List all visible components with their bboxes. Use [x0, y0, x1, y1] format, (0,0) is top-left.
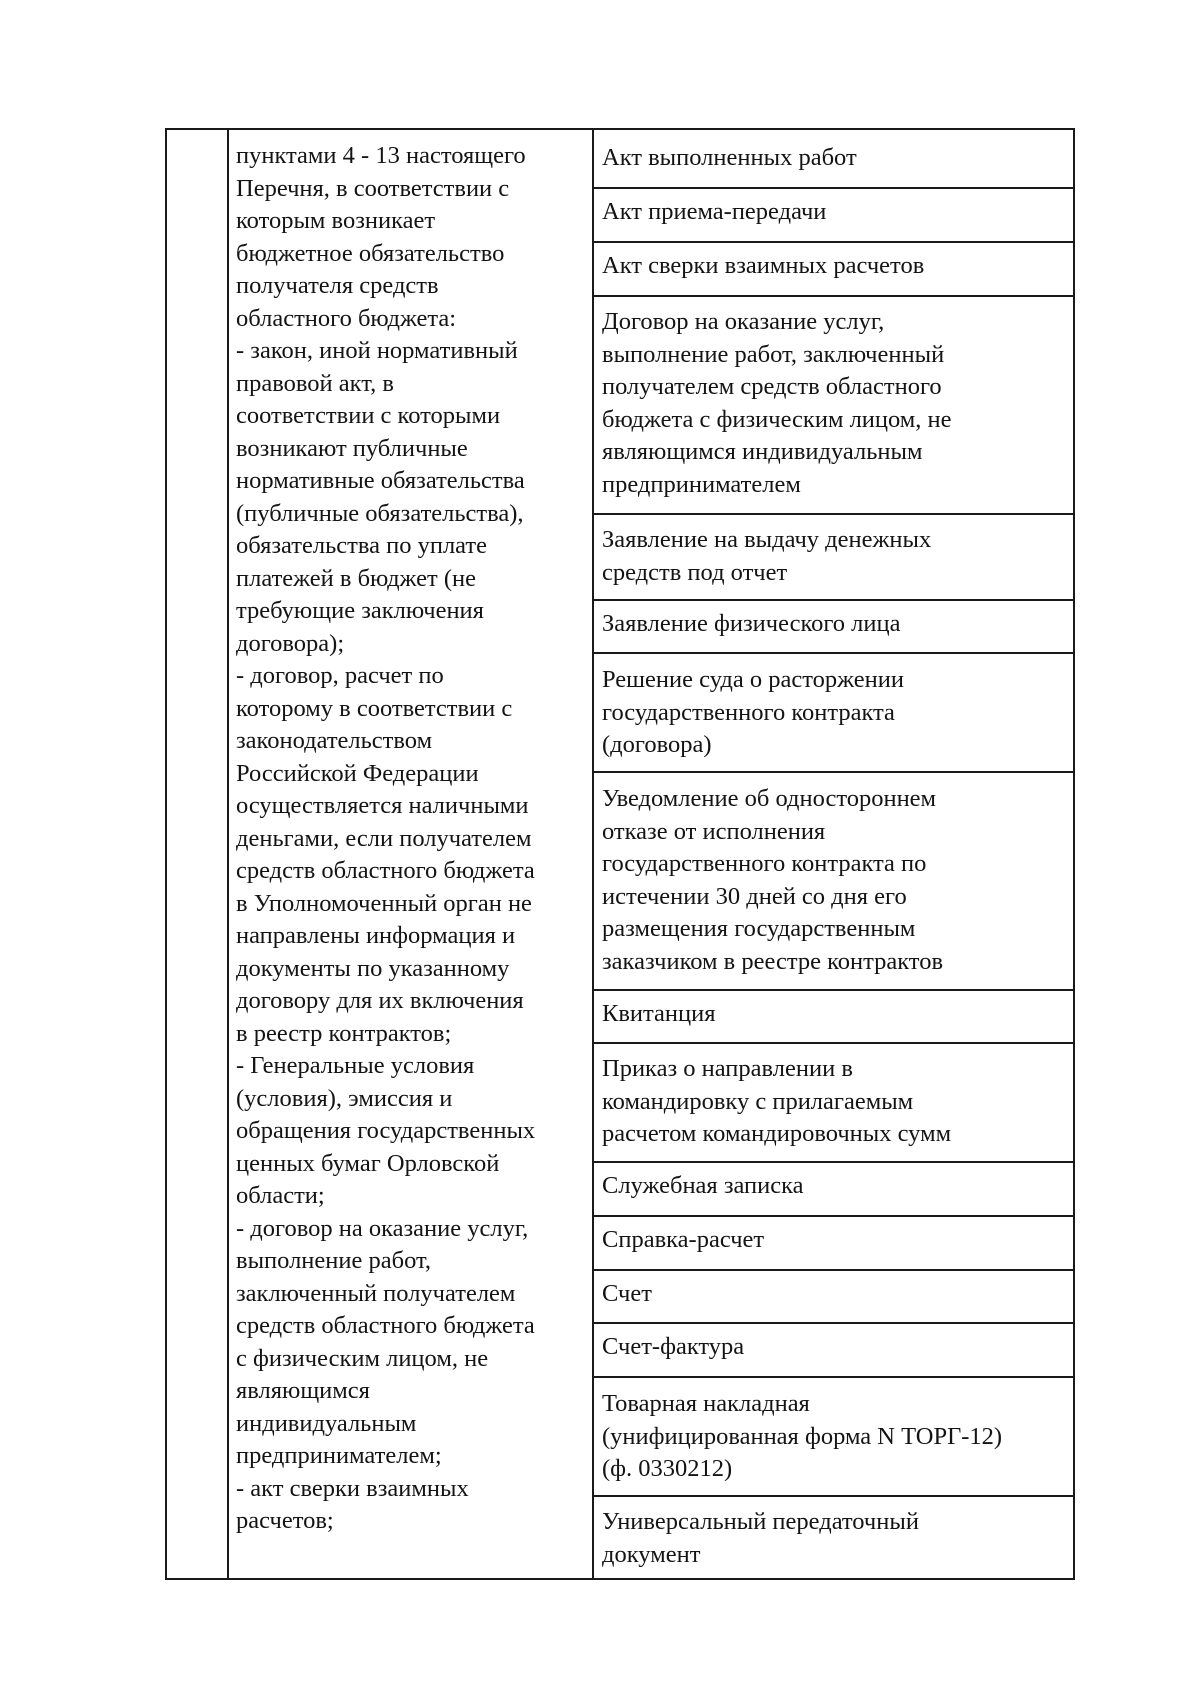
- document-cell-10: Приказ о направлении в командировку с прилагаемым расчетом командировочных сумм: [602, 1055, 952, 1147]
- document-cell-4: Договор на оказание услуг, выполнение работ, заключенный получателем средств областного бюджета с физическим лицом, не являющимся индивидуальным предпринимателем: [602, 308, 952, 498]
- document-cell-1: Акт выполненных работ: [602, 144, 857, 171]
- document-cell-9: Квитанция: [602, 1000, 716, 1027]
- document-cell-5: Заявление на выдачу денежных средств под отчет: [602, 526, 932, 586]
- document-cell-16: Универсальный передаточный документ: [602, 1508, 919, 1568]
- row-separator: [592, 1376, 1074, 1378]
- row-separator: [592, 989, 1074, 991]
- table-border-top: [165, 128, 1075, 130]
- row-separator: [592, 1269, 1074, 1271]
- row-separator: [592, 295, 1074, 297]
- document-cell-12: Справка-расчет: [602, 1226, 765, 1253]
- table-divider-1: [227, 128, 229, 1580]
- row-separator: [592, 241, 1074, 243]
- row-separator: [592, 652, 1074, 654]
- row-separator: [592, 771, 1074, 773]
- table-border-right: [1073, 128, 1075, 1580]
- table-divider-2: [592, 128, 594, 1580]
- row-separator: [592, 1215, 1074, 1217]
- table-border-bottom: [165, 1578, 1075, 1580]
- document-cell-3: Акт сверки взаимных расчетов: [602, 252, 925, 279]
- document-cell-2: Акт приема-передачи: [602, 198, 827, 225]
- document-cell-14: Счет-фактура: [602, 1333, 745, 1360]
- table-border-left: [165, 128, 167, 1580]
- document-cell-15: Товарная накладная (унифицированная форма N ТОРГ-12) (ф. 0330212): [602, 1390, 1003, 1482]
- row-separator: [592, 599, 1074, 601]
- row-separator: [592, 1495, 1074, 1497]
- document-cell-13: Счет: [602, 1280, 652, 1307]
- row-separator: [592, 513, 1074, 515]
- row-separator: [592, 1161, 1074, 1163]
- document-cell-8: Уведомление об одностороннем отказе от исполнения государственного контракта по истечении 30 дней со дня его размещения государственным заказчиком в реестре контрактов: [602, 785, 944, 975]
- document-cell-6: Заявление физического лица: [602, 610, 901, 637]
- document-cell-7: Решение суда о расторжении государственного контракта (договора): [602, 666, 904, 758]
- row-separator: [592, 1322, 1074, 1324]
- row-separator: [592, 187, 1074, 189]
- document-cell-11: Служебная записка: [602, 1172, 804, 1199]
- basis-documents-text: пунктами 4 - 13 настоящего Перечня, в соответствии с которым возникает бюджетное обязательство получателя средств областного бюджета: - закон, иной нормативный правовой акт, в соответствии с которыми возникают публичные нормативные обязательства (публичные обязательства), обязательства по уплате платежей в бюджет (не требующие заключения договора); - договор, расчет по которому в соответствии с законодательством Российской Федерации осуществляется наличными деньгами, если получателем средств областного бюджета в Уполномоченный орган не направлены информация и документы по указанному договору для их включения в реестр контрактов; - Генеральные условия (условия), эмиссия и обращения государственных ценных бумаг Орловской области; - договор на оказание услуг, выполнение работ, заключенный получателем средств областного бюджета с физическим лицом, не являющимся индивидуальным предпринимателем; - акт сверки взаимных расчетов;: [236, 142, 536, 1534]
- row-separator: [592, 1042, 1074, 1044]
